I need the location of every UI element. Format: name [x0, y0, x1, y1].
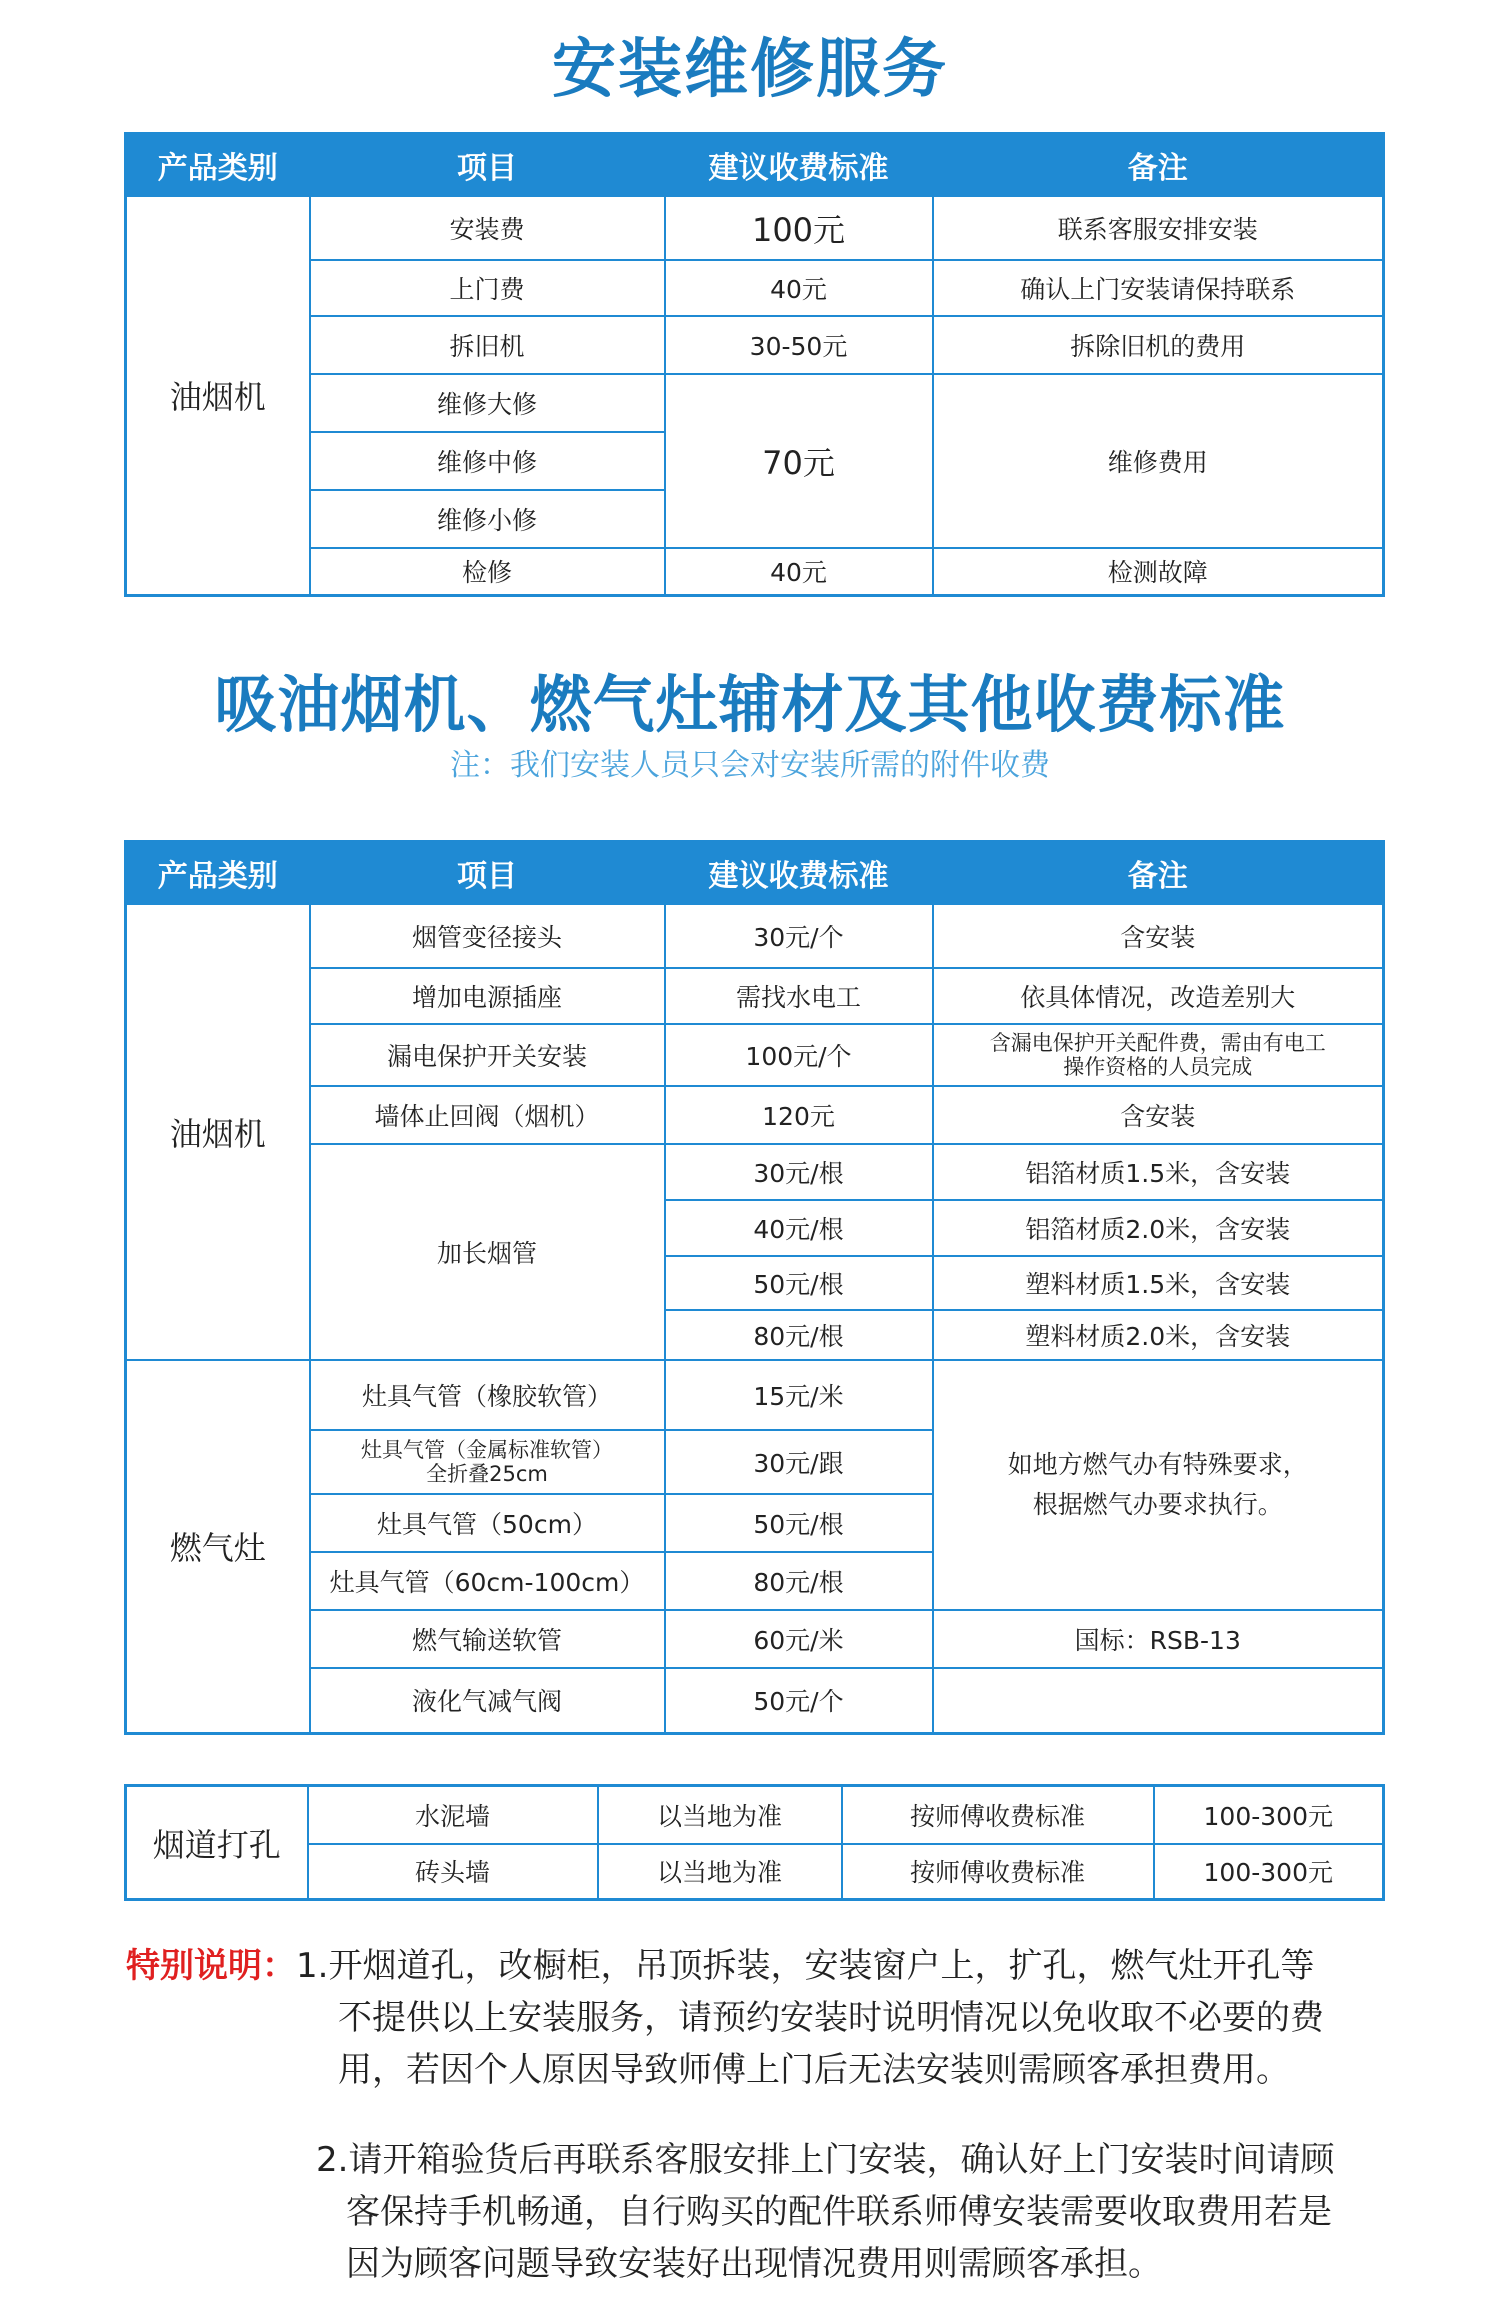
- table-row: [126, 904, 1384, 968]
- table-row: [126, 316, 1384, 374]
- header-remark: 备注: [933, 134, 1384, 196]
- wall-type-cell: 水泥墙: [308, 1786, 598, 1844]
- price-cell: 30元/个: [665, 904, 933, 968]
- table-row: [126, 260, 1384, 316]
- remark-cell: 维修费用: [933, 374, 1384, 548]
- section-title: 吸油烟机、燃气灶辅材及其他收费标准: [214, 668, 1286, 741]
- item-line: 灶具气管（金属标准软管）: [361, 1437, 613, 1462]
- price-cell: 100-300元: [1154, 1844, 1384, 1900]
- item-cell: 灶具气管（50cm）: [310, 1494, 665, 1552]
- item-cell: 烟管变径接头: [310, 904, 665, 968]
- table-row: [126, 374, 1384, 432]
- item-cell: 安装费: [310, 196, 665, 260]
- header-item: 项目: [310, 134, 665, 196]
- flue-drilling-table: [124, 1784, 1385, 1901]
- table-row: [126, 1086, 1384, 1144]
- price-cell: 40元/根: [665, 1200, 933, 1256]
- category-cell: 油烟机: [126, 904, 310, 1360]
- remark-cell: 联系客服安排安装: [933, 196, 1384, 260]
- price-cell: 15元/米: [665, 1360, 933, 1430]
- remark-cell: 塑料材质1.5米，含安装: [933, 1256, 1384, 1310]
- item-cell: 上门费: [310, 260, 665, 316]
- price-cell: 需找水电工: [665, 968, 933, 1024]
- price-cell: 50元/个: [665, 1668, 933, 1734]
- price-cell: 80元/根: [665, 1552, 933, 1610]
- special-text: 不提供以上安装服务，请预约安装时说明情况以免收取不必要的费: [338, 1998, 1324, 2038]
- special-text: 用，若因个人原因导致师傅上门后无法安装则需顾客承担费用。: [338, 2050, 1290, 2090]
- special-text: 2.请开箱验货后再联系客服安排上门安装，确认好上门安装时间请顾: [316, 2140, 1335, 2180]
- item-cell: 维修中修: [310, 432, 665, 490]
- header-price: 建议收费标准: [665, 134, 933, 196]
- price-cell: 60元/米: [665, 1610, 933, 1668]
- basis-cell: 以当地为准: [598, 1844, 842, 1900]
- table-header-row: [126, 134, 1384, 196]
- price-cell: 100元/个: [665, 1024, 933, 1086]
- remark-cell: [933, 1360, 1384, 1610]
- price-cell: 100-300元: [1154, 1786, 1384, 1844]
- remark-cell: 含安装: [933, 904, 1384, 968]
- remark-cell: 确认上门安装请保持联系: [933, 260, 1384, 316]
- price-cell: 40元: [665, 548, 933, 596]
- price-cell: 100元: [665, 196, 933, 260]
- standard-cell: 按师傅收费标准: [842, 1786, 1154, 1844]
- remark-cell: 铝箔材质1.5米，含安装: [933, 1144, 1384, 1200]
- remark-line: 如地方燃气办有特殊要求，: [1007, 1449, 1308, 1479]
- special-text: 1.开烟道孔，改橱柜，吊顶拆装，安装窗户上，扩孔，燃气灶开孔等: [296, 1946, 1315, 1986]
- item-cell: 维修小修: [310, 490, 665, 548]
- item-cell: 液化气减气阀: [310, 1668, 665, 1734]
- remark-cell: 检测故障: [933, 548, 1384, 596]
- price-cell: 40元: [665, 260, 933, 316]
- header-item: 项目: [310, 842, 665, 904]
- table-row: [126, 1610, 1384, 1668]
- remark-cell: 国标：RSB-13: [933, 1610, 1384, 1668]
- price-cell: 70元: [665, 374, 933, 548]
- table-row: [126, 548, 1384, 596]
- item-cell: 加长烟管: [310, 1144, 665, 1360]
- remark-cell: 拆除旧机的费用: [933, 316, 1384, 374]
- table-row: [126, 1844, 1384, 1900]
- price-cell: 30元/根: [665, 1144, 933, 1200]
- standard-cell: 按师傅收费标准: [842, 1844, 1154, 1900]
- special-note-2: [126, 2134, 1386, 2290]
- category-cell: 油烟机: [126, 196, 310, 596]
- remark-line: 操作资格的人员完成: [1063, 1054, 1253, 1079]
- item-cell: 灶具气管（60cm-100cm）: [310, 1552, 665, 1610]
- remark-line: 根据燃气办要求执行。: [1032, 1489, 1283, 1519]
- remark-cell: 含安装: [933, 1086, 1384, 1144]
- price-cell: 50元/根: [665, 1494, 933, 1552]
- table-row: [126, 1024, 1384, 1086]
- item-cell: [310, 1430, 665, 1494]
- item-cell: 灶具气管（橡胶软管）: [310, 1360, 665, 1430]
- price-cell: 80元/根: [665, 1310, 933, 1360]
- special-label: 特别说明：: [126, 1946, 296, 1986]
- header-price: 建议收费标准: [665, 842, 933, 904]
- special-note-line: [126, 1940, 1386, 1992]
- category-cell: 烟道打孔: [126, 1786, 308, 1900]
- page-title: 安装维修服务: [552, 33, 948, 107]
- remark-cell: 铝箔材质2.0米，含安装: [933, 1200, 1384, 1256]
- install-repair-table: [124, 132, 1385, 597]
- remark-cell: [933, 1024, 1384, 1086]
- header-remark: 备注: [933, 842, 1384, 904]
- section-note: 注：我们安装人员只会对安装所需的附件收费: [450, 748, 1050, 783]
- table-header-row: [126, 842, 1384, 904]
- item-cell: 墙体止回阀（烟机）: [310, 1086, 665, 1144]
- item-line: 全折叠25cm: [426, 1461, 548, 1486]
- price-cell: 30-50元: [665, 316, 933, 374]
- item-cell: 增加电源插座: [310, 968, 665, 1024]
- price-cell: 120元: [665, 1086, 933, 1144]
- remark-cell: 塑料材质2.0米，含安装: [933, 1310, 1384, 1360]
- basis-cell: 以当地为准: [598, 1786, 842, 1844]
- category-cell: 燃气灶: [126, 1360, 310, 1734]
- item-cell: 漏电保护开关安装: [310, 1024, 665, 1086]
- price-cell: 50元/根: [665, 1256, 933, 1310]
- table-row: [126, 1786, 1384, 1844]
- special-text: 因为顾客问题导致安装好出现情况费用则需顾客承担。: [346, 2244, 1162, 2284]
- item-cell: 维修大修: [310, 374, 665, 432]
- item-cell: 检修: [310, 548, 665, 596]
- remark-cell: 依具体情况，改造差别大: [933, 968, 1384, 1024]
- remark-cell: [933, 1668, 1384, 1734]
- wall-type-cell: 砖头墙: [308, 1844, 598, 1900]
- table-row: [126, 196, 1384, 260]
- header-category: 产品类别: [126, 842, 310, 904]
- table-row: [126, 1668, 1384, 1734]
- price-cell: 30元/跟: [665, 1430, 933, 1494]
- special-text: 客保持手机畅通，自行购买的配件联系师傅安装需要收取费用若是: [346, 2192, 1332, 2232]
- table-row: [126, 1360, 1384, 1430]
- remark-line: 含漏电保护开关配件费，需由有电工: [989, 1030, 1326, 1055]
- special-note-1: [126, 1940, 1386, 2096]
- accessories-table: [124, 840, 1385, 1735]
- item-cell: 燃气输送软管: [310, 1610, 665, 1668]
- table-row: [126, 968, 1384, 1024]
- header-category: 产品类别: [126, 134, 310, 196]
- item-cell: 拆旧机: [310, 316, 665, 374]
- table-row: [126, 1144, 1384, 1200]
